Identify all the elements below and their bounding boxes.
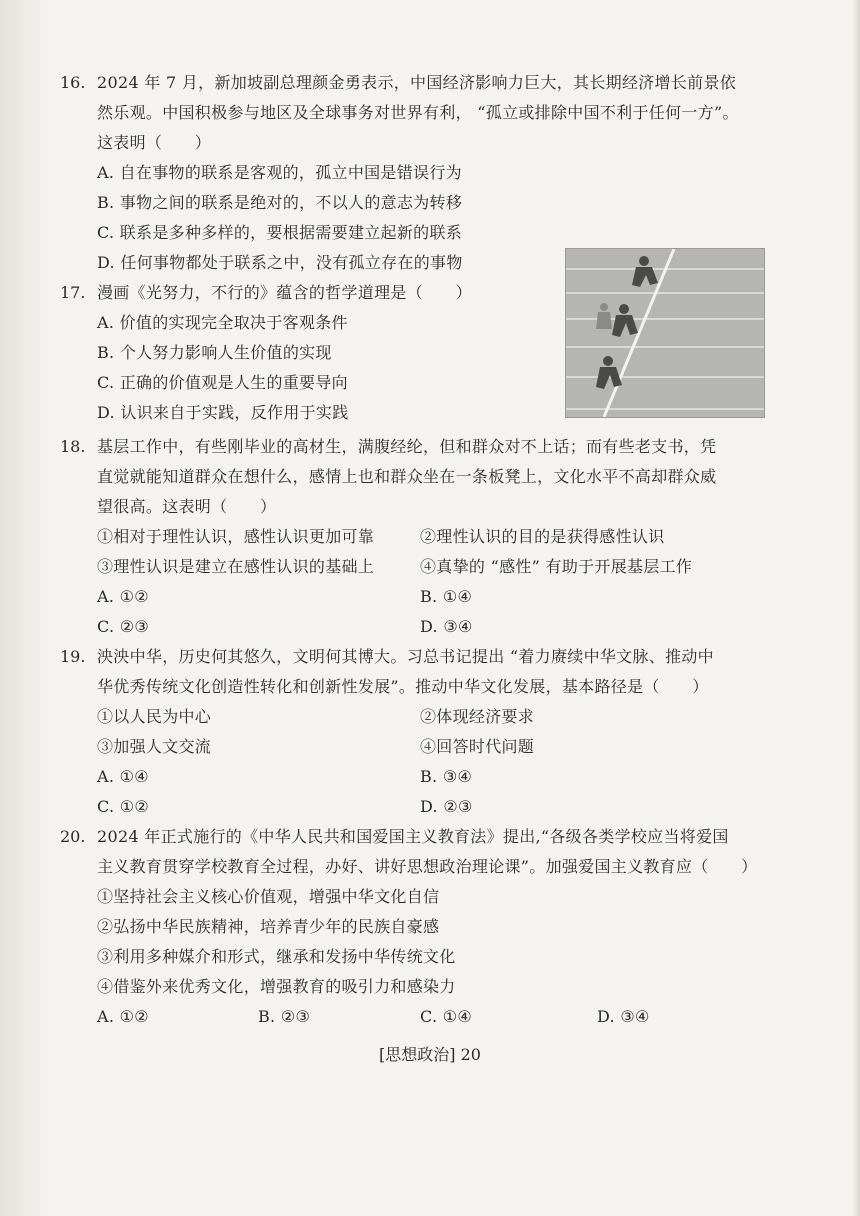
- question-number: 19.: [60, 647, 86, 666]
- statement-3: ③加强人文交流: [97, 737, 212, 756]
- statement-1: ①坚持社会主义核心价值观，增强中华文化自信: [97, 887, 440, 906]
- statement-2: ②理性认识的目的是获得感性认识: [420, 527, 665, 546]
- option-a: A. ①④: [97, 767, 149, 786]
- option-c: C. 联系是多种多样的，要根据需要建立起新的联系: [97, 223, 463, 242]
- question-text-line: 望很高。这表明（ ）: [97, 497, 277, 516]
- option-a: A. ①②: [97, 1007, 149, 1026]
- option-d: D. 认识来自于实践，反作用于实践: [97, 403, 349, 422]
- page-footer: [思想政治] 20: [379, 1045, 481, 1064]
- statement-2: ②体现经济要求: [420, 707, 535, 726]
- option-d: D. ②③: [420, 797, 473, 816]
- question-number: 17.: [60, 283, 86, 302]
- option-b: B. 事物之间的联系是绝对的，不以人的意志为转移: [97, 193, 463, 212]
- statement-4: ④借鉴外来优秀文化，增强教育的吸引力和感染力: [97, 977, 456, 996]
- question-text-line: 2024 年 7 月，新加坡副总理颜金勇表示，中国经济影响力巨大，其长期经济增长前景依: [97, 73, 737, 92]
- option-b: B. 个人努力影响人生价值的实现: [97, 343, 332, 362]
- question-text-line: 主义教育贯穿学校教育全过程，办好、讲好思想政治理论课”。加强爱国主义教育应（ ）: [97, 857, 758, 876]
- question-text-line: 基层工作中，有些刚毕业的高材生，满腹经纶，但和群众对不上话；而有些老支书，凭: [97, 437, 717, 456]
- statement-4: ④回答时代问题: [420, 737, 535, 756]
- question-number: 20.: [60, 827, 86, 846]
- option-d: D. ③④: [420, 617, 473, 636]
- scan-left-edge: [0, 0, 48, 1216]
- cartoon-image: [565, 248, 765, 418]
- running-track-illustration: [566, 249, 764, 417]
- statement-1: ①以人民为中心: [97, 707, 212, 726]
- option-b: B. ①④: [420, 587, 473, 606]
- option-c: C. ②③: [97, 617, 150, 636]
- question-number: 18.: [60, 437, 86, 456]
- option-b: B. ③④: [420, 767, 473, 786]
- statement-3: ③理性认识是建立在感性认识的基础上: [97, 557, 375, 576]
- question-text-line: 华优秀传统文化创造性转化和创新性发展”。推动中华文化发展，基本路径是（ ）: [97, 677, 709, 696]
- option-a: A. 自在事物的联系是客观的，孤立中国是错误行为: [97, 163, 462, 182]
- option-a: A. 价值的实现完全取决于客观条件: [97, 313, 348, 332]
- question-text-line: 2024 年正式施行的《中华人民共和国爱国主义教育法》提出,“各级各类学校应当将爱国: [97, 827, 729, 846]
- option-b: B. ②③: [258, 1007, 311, 1026]
- statement-2: ②弘扬中华民族精神，培养青少年的民族自豪感: [97, 917, 440, 936]
- option-d: D. ③④: [597, 1007, 650, 1026]
- option-d: D. 任何事物都处于联系之中，没有孤立存在的事物: [97, 253, 463, 272]
- option-a: A. ①②: [97, 587, 149, 606]
- question-text-line: 这表明（ ）: [97, 133, 212, 152]
- statement-1: ①相对于理性认识，感性认识更加可靠: [97, 527, 375, 546]
- option-c: C. 正确的价值观是人生的重要导向: [97, 373, 348, 392]
- question-text-line: 然乐观。中国积极参与地区及全球事务对世界有利， “孤立或排除中国不利于任何一方”。: [97, 103, 739, 122]
- question-text-line: 泱泱中华，历史何其悠久，文明何其博大。习总书记提出 “着力赓续中华文脉、推动中: [97, 647, 714, 666]
- statement-4: ④真挚的 “感性” 有助于开展基层工作: [420, 557, 693, 576]
- scan-right-edge: [852, 0, 860, 1216]
- question-text-line: 直觉就能知道群众在想什么，感情上也和群众坐在一条板凳上，文化水平不高却群众威: [97, 467, 717, 486]
- option-c: C. ①④: [420, 1007, 473, 1026]
- option-c: C. ①②: [97, 797, 150, 816]
- question-number: 16.: [60, 73, 86, 92]
- question-text-line: 漫画《光努力，不行的》蕴含的哲学道理是（ ）: [97, 283, 472, 302]
- statement-3: ③利用多种媒介和形式，继承和发扬中华传统文化: [97, 947, 456, 966]
